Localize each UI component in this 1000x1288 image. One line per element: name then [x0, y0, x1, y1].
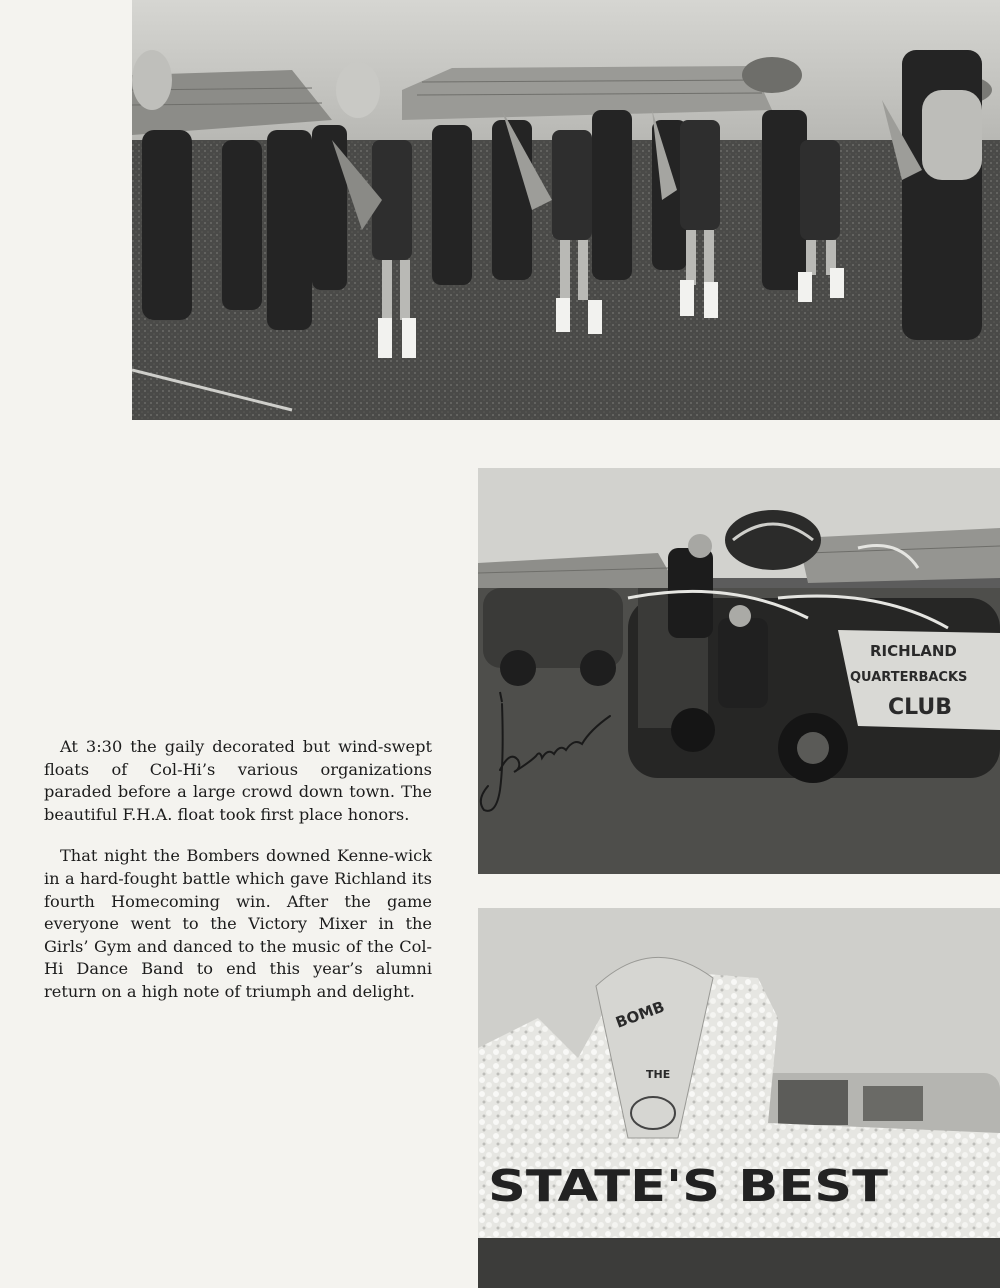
marching-band-photo — [132, 0, 1000, 420]
states-best-float-photo — [478, 908, 1000, 1288]
article-text — [44, 736, 432, 1023]
article-paragraph-2: That night the Bombers downed Kenne-wick in a hard-fought battle which gave Richland its fourth Homecoming win. After the game everyone went to the Victory Mixer in the Girls’ Gym and danced to the music of the Col-Hi Dance Band to end this year’s alumni return on a high note of triumph and delight. — [44, 846, 432, 1001]
article-paragraph-1: At 3:30 the gaily decorated but wind-swept floats of Col-Hi’s various organizations paraded before a large crowd down town. The beautiful F.H.A. float took first place honors. — [44, 737, 432, 824]
car-sign-line3: CLUB — [888, 695, 953, 720]
car-sign-line2: QUARTERBACKS — [850, 670, 968, 685]
float-sign-top1: BOMB — [613, 997, 667, 1032]
car-sign-line1: RICHLAND — [870, 642, 957, 660]
handwritten-signature — [470, 690, 630, 830]
float-sign-top2: THE — [646, 1068, 671, 1081]
float-banner-text: STATE'S BEST — [488, 1161, 888, 1212]
